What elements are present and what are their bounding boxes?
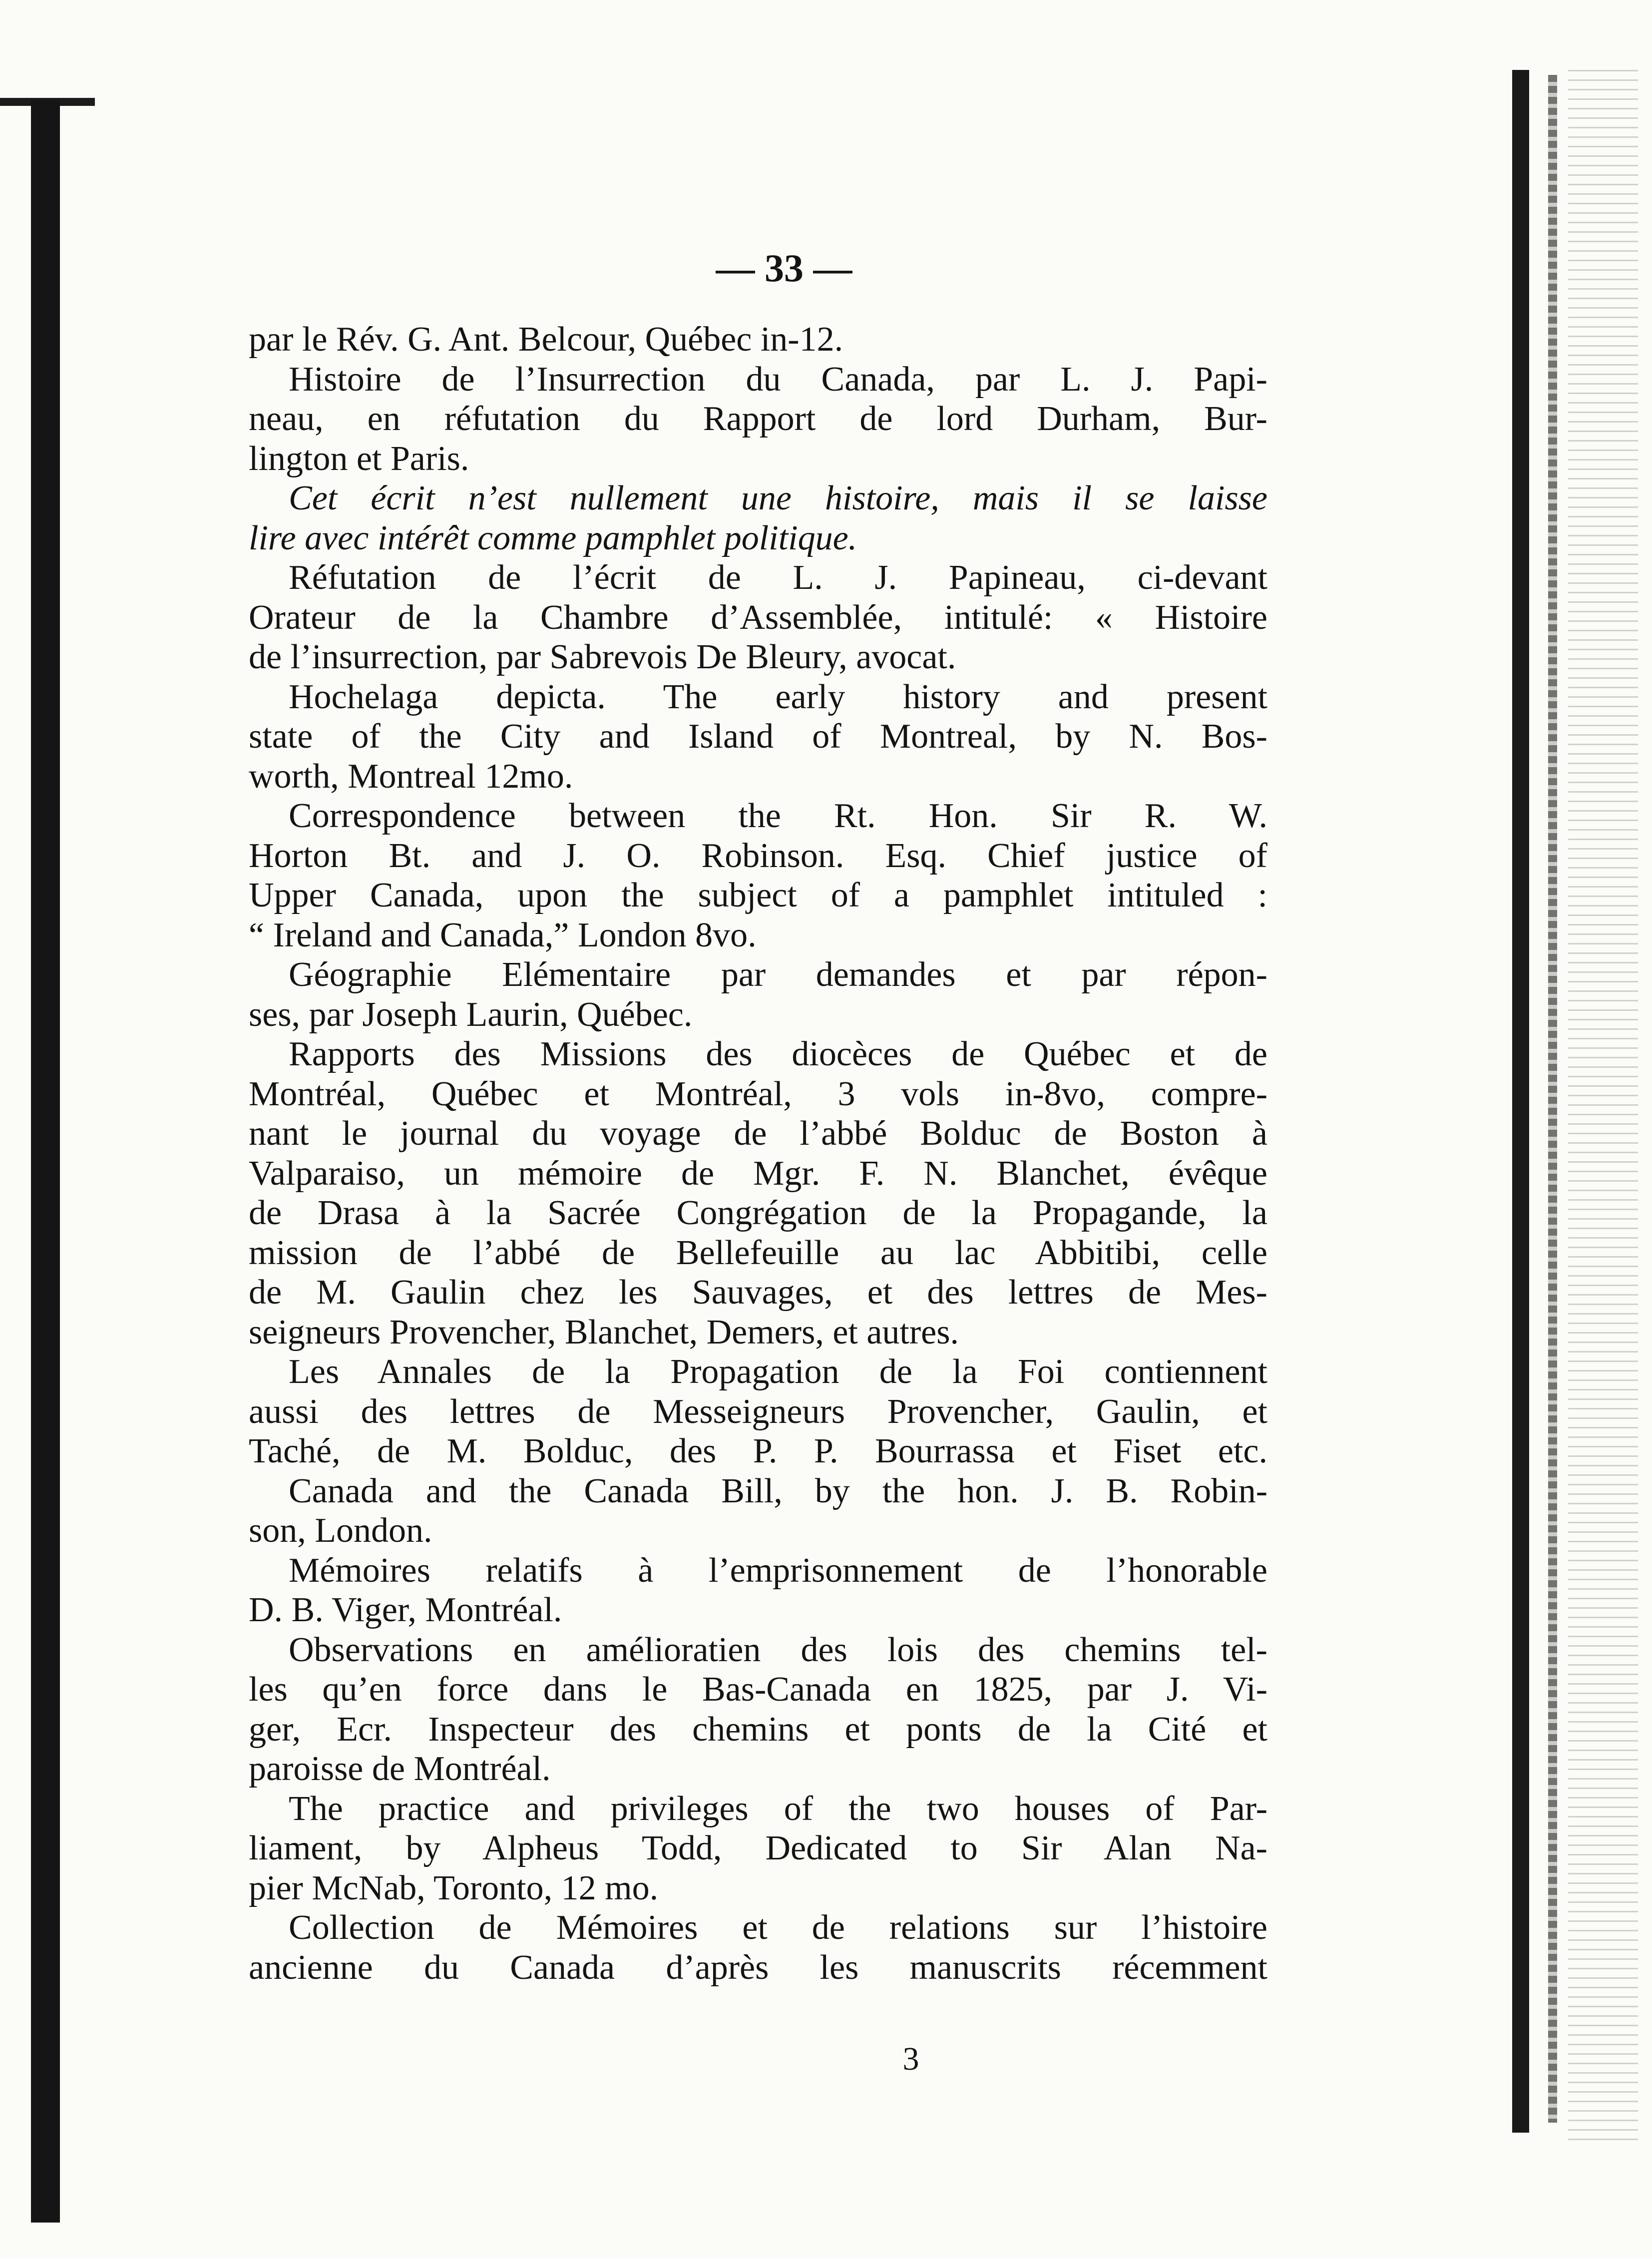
text-line: Correspondence between the Rt. Hon. Sir R. W. [289,797,1267,835]
text-line: Taché, de M. Bolduc, des P. P. Bourrassa et Fiset etc. [249,1432,1267,1470]
scan-edge-right-inner [1548,75,1557,2123]
text-line: Mémoires relatifs à l’emprisonnement de l’honorable [289,1551,1267,1590]
text-line: neau, en réfutation du Rapport de lord Durham, Bur- [249,400,1267,438]
text-line: seigneurs Provencher, Blanchet, Demers, et autres. [249,1313,959,1352]
text-line: son, London. [249,1511,432,1550]
text-line: ger, Ecr. Inspecteur des chemins et ponts de la Cité et [249,1710,1267,1749]
text-line: Géographie Elémentaire par demandes et par répon- [289,955,1267,994]
text-line: ses, par Joseph Laurin, Québec. [249,995,693,1034]
body-text [249,320,1267,1987]
text-line: Canada and the Canada Bill, by the hon. J. B. Robin- [289,1471,1267,1510]
text-line: de Drasa à la Sacrée Congrégation de la Propagande, la [249,1194,1267,1232]
text-line: par le Rév. G. Ant. Belcour, Québec in-12. [249,320,843,359]
scan-edge-left [31,100,60,2223]
scan-edge-right [1512,70,1529,2133]
text-line: Hochelaga depicta. The early history and present [289,677,1267,716]
text-line: mission de l’abbé de Bellefeuille au lac Abbitibi, celle [249,1233,1267,1272]
text-line: de l’insurrection, par Sabrevois De Bleury, avocat. [249,638,956,676]
text-line: Upper Canada, upon the subject of a pamphlet intituled : [249,876,1267,914]
text-line: Valparaiso, un mémoire de Mgr. F. N. Blanchet, évêque [249,1154,1267,1193]
text-line: Observations en amélioratien des lois des chemins tel- [289,1630,1267,1669]
text-line: liament, by Alpheus Todd, Dedicated to Sir Alan Na- [249,1829,1267,1867]
text-line: state of the City and Island of Montreal, by N. Bos- [249,717,1267,756]
text-line: de M. Gaulin chez les Sauvages, et des lettres de Mes- [249,1273,1267,1312]
text-line: Les Annales de la Propagation de la Foi contiennent [289,1353,1267,1391]
signature-mark: 3 [902,2041,919,2077]
text-line: nant le journal du voyage de l’abbé Bolduc de Boston à [249,1114,1267,1153]
text-line: les qu’en force dans le Bas-Canada en 1825, par J. Vi- [249,1670,1267,1709]
text-line: Histoire de l’Insurrection du Canada, par L. J. Papi- [289,360,1267,399]
text-line: lire avec intérêt comme pamphlet politique. [249,518,857,557]
text-line: Réfutation de l’écrit de L. J. Papineau, ci-devant [289,558,1267,597]
text-line: Montréal, Québec et Montréal, 3 vols in-8vo, compre- [249,1074,1267,1113]
scan-noise-right [1568,70,1638,2143]
text-line: paroisse de Montréal. [249,1750,551,1788]
text-line: pier McNab, Toronto, 12 mo. [249,1868,659,1907]
text-line: aussi des lettres de Messeigneurs Provencher, Gaulin, et [249,1392,1267,1431]
text-line: Rapports des Missions des diocèces de Québec et de [289,1035,1267,1073]
text-line: Orateur de la Chambre d’Assemblée, intitulé: « Histoire [249,598,1267,637]
text-line: lington et Paris. [249,439,469,478]
text-line: The practice and privileges of the two houses of Par- [289,1789,1267,1828]
text-line: “ Ireland and Canada,” London 8vo. [249,915,757,954]
text-line: D. B. Viger, Montréal. [249,1591,562,1629]
text-line: Collection de Mémoires et de relations sur l’histoire [289,1908,1267,1947]
text-line: Horton Bt. and J. O. Robinson. Esq. Chief justice of [249,836,1267,875]
page-number: — 33 — [716,246,852,290]
text-line: worth, Montreal 12mo. [249,757,573,796]
text-line: Cet écrit n’est nullement une histoire, mais il se laisse [289,479,1267,517]
text-line: ancienne du Canada d’après les manuscrits récemment [249,1948,1267,1987]
